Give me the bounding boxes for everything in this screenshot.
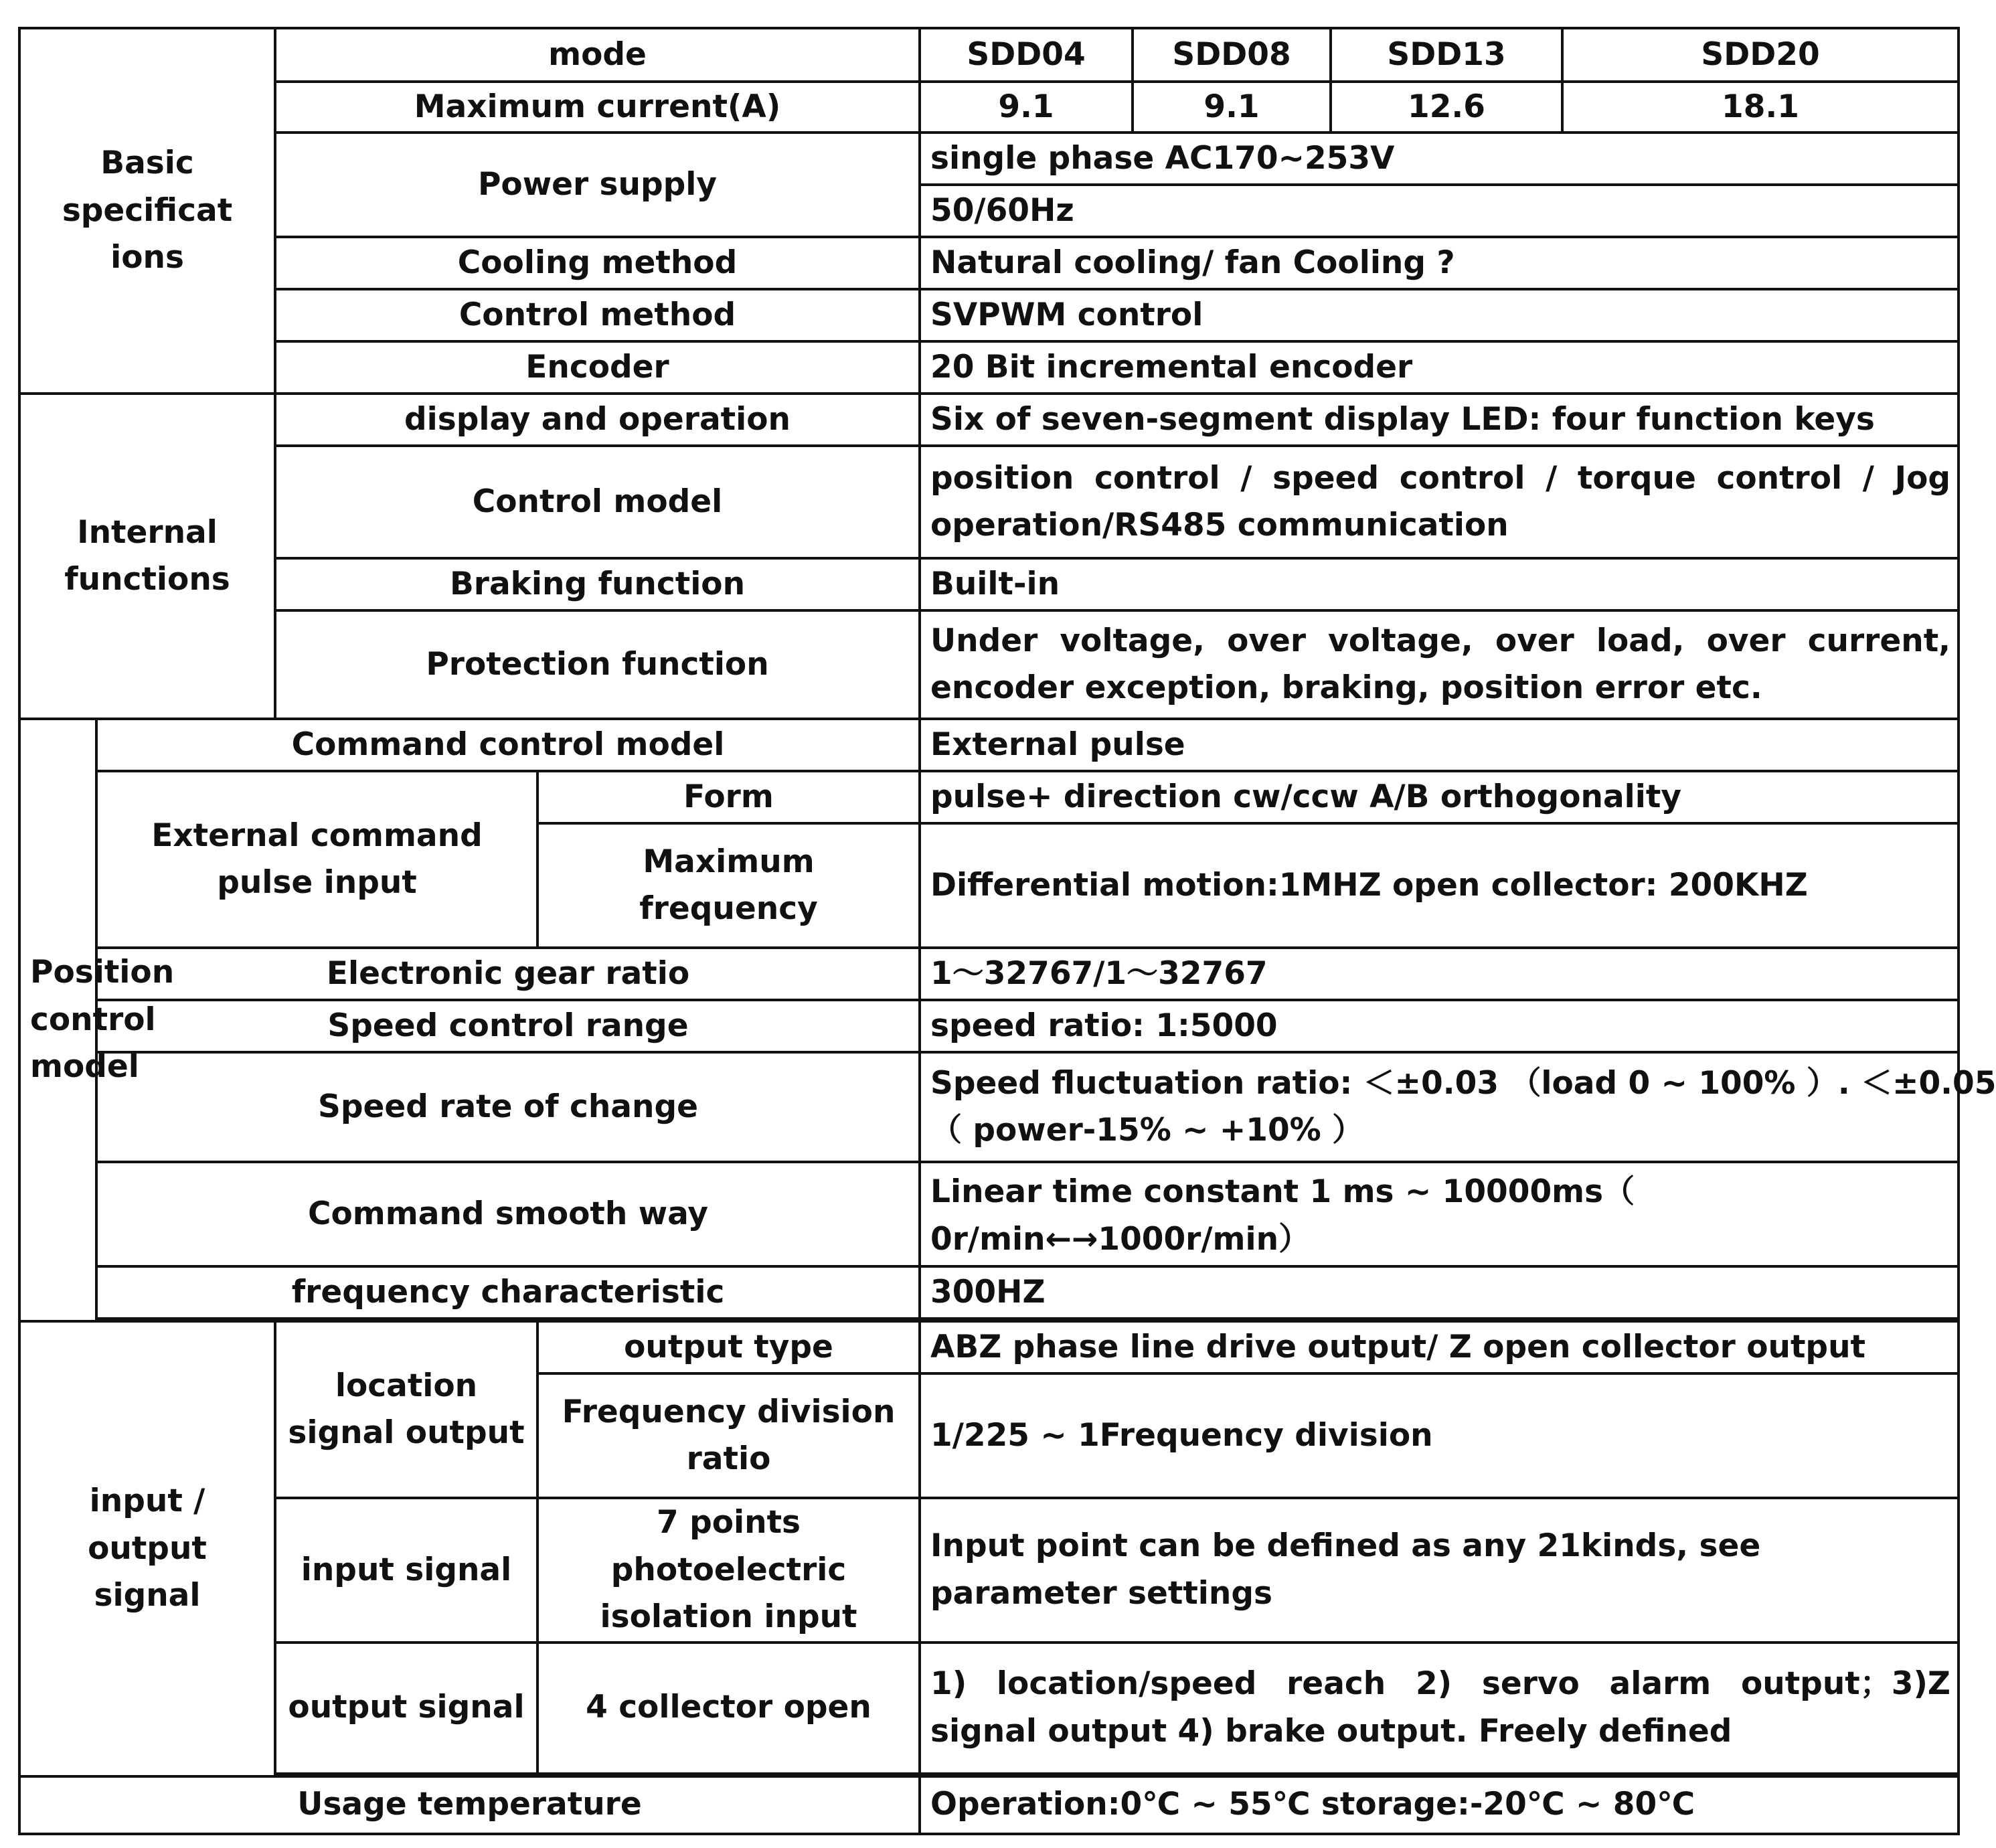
- ext-pulse-label: External command pulse input: [96, 771, 537, 948]
- category-io: input / output signal: [19, 1321, 275, 1776]
- row-input-signal: [19, 1498, 1959, 1643]
- max-frequency-value: Differential motion:1MHZ open collector: 200KHZ: [920, 823, 1959, 948]
- smooth-value: Linear time constant 1 ms ~ 10000ms（ 0r/min←→1000r/min）: [920, 1162, 1959, 1266]
- freq-char-label: frequency characteristic: [96, 1266, 920, 1319]
- encoder-value: 20 Bit incremental encoder: [920, 341, 1959, 394]
- row-output-signal: [19, 1643, 1959, 1774]
- specification-sheet: [18, 27, 1996, 1827]
- row-pulse-form: [19, 771, 1959, 823]
- freq-char-value: 300HZ: [920, 1266, 1959, 1319]
- control-method-value: SVPWM control: [920, 289, 1959, 341]
- gear-ratio-label: Electronic gear ratio: [96, 948, 920, 1000]
- protection-label: Protection function: [275, 610, 920, 719]
- max-current-label: Maximum current(A): [275, 82, 920, 133]
- row-braking: [19, 558, 1959, 610]
- gear-ratio-value: 1～32767/1～32767: [920, 948, 1959, 1000]
- row-cooling: [19, 237, 1959, 289]
- command-model-value: External pulse: [920, 719, 1959, 771]
- model-sdd20: SDD20: [1562, 28, 1959, 82]
- usage-temp-label: Usage temperature: [19, 1776, 920, 1834]
- speed-range-value: speed ratio: 1:5000: [920, 1000, 1959, 1052]
- smooth-label: Command smooth way: [96, 1162, 920, 1266]
- speed-range-label: Speed control range: [96, 1000, 920, 1052]
- output-signal-value: 1) location/speed reach 2) servo alarm output；3)Z signal output 4) brake output. Freely defined: [920, 1643, 1959, 1774]
- usage-temp-value: Operation:0℃ ~ 55℃ storage:-20℃ ~ 80℃: [920, 1776, 1959, 1834]
- speed-change-line2: （ power-15% ~ +10% ）: [930, 1112, 1364, 1149]
- division-value: 1/225 ~ 1Frequency division: [920, 1373, 1959, 1498]
- encoder-label: Encoder: [275, 341, 920, 394]
- control-model-value: position control / speed control / torque control / Jog operation/RS485 communication: [920, 446, 1959, 558]
- braking-label: Braking function: [275, 558, 920, 610]
- input-signal-value: Input point can be defined as any 21kinds, see parameter settings: [920, 1498, 1959, 1643]
- display-value: Six of seven-segment display LED: four function keys: [920, 394, 1959, 446]
- cooling-value: Natural cooling/ fan Cooling ?: [920, 237, 1959, 289]
- row-gear-ratio: [19, 948, 1959, 1000]
- pulse-form-label: Form: [537, 771, 920, 823]
- category-position: Position control model: [19, 719, 96, 1321]
- category-internal: Internal functions: [19, 394, 275, 719]
- row-usage-temp: [19, 1776, 1959, 1834]
- model-sdd13: SDD13: [1331, 28, 1562, 82]
- command-model-label: Command control model: [96, 719, 920, 771]
- max-current-sdd13: 12.6: [1331, 82, 1562, 133]
- input-signal-label: input signal: [275, 1498, 537, 1643]
- output-signal-label: output signal: [275, 1643, 537, 1774]
- display-label: display and operation: [275, 394, 920, 446]
- output-type-label: output type: [537, 1321, 920, 1373]
- row-protection: [19, 610, 1959, 719]
- speed-change-value: [920, 1052, 1996, 1162]
- model-sdd04: SDD04: [920, 28, 1133, 82]
- pulse-form-value: pulse+ direction cw/ccw A/B orthogonality: [920, 771, 1959, 823]
- output-signal-sub: 4 collector open: [537, 1643, 920, 1774]
- row-output-type: [19, 1321, 1959, 1373]
- row-encoder: [19, 341, 1959, 394]
- row-command-model: [19, 719, 1959, 771]
- output-type-value: ABZ phase line drive output/ Z open collector output: [920, 1321, 1959, 1373]
- speed-change-line1: Speed fluctuation ratio: ＜±0.03 （load 0 ~ 100% ）. ＜±0.05: [930, 1064, 1996, 1102]
- power-supply-frequency: 50/60Hz: [920, 185, 1959, 237]
- row-max-current: [19, 82, 1959, 133]
- mode-label: mode: [275, 28, 920, 82]
- category-basic: Basic specificat ions: [19, 28, 275, 394]
- model-sdd08: SDD08: [1133, 28, 1331, 82]
- power-supply-label: Power supply: [275, 133, 920, 237]
- row-speed-change: [19, 1052, 1959, 1162]
- row-display: [19, 394, 1959, 446]
- row-smooth: [19, 1162, 1959, 1266]
- row-control-model: [19, 446, 1959, 558]
- max-current-sdd08: 9.1: [1133, 82, 1331, 133]
- row-freq-char: [19, 1266, 1959, 1319]
- row-control-method: [19, 289, 1959, 341]
- protection-value: Under voltage, over voltage, over load, over current, encoder exception, braking, position error etc.: [920, 610, 1959, 719]
- division-label: Frequency division ratio: [537, 1373, 920, 1498]
- max-current-sdd04: 9.1: [920, 82, 1133, 133]
- max-frequency-label: Maximum frequency: [537, 823, 920, 948]
- cooling-label: Cooling method: [275, 237, 920, 289]
- power-supply-voltage: single phase AC170~253V: [920, 133, 1959, 185]
- control-method-label: Control method: [275, 289, 920, 341]
- input-signal-sub: 7 points photoelectric isolation input: [537, 1498, 920, 1643]
- servo-drive-spec-table: [18, 27, 1996, 1835]
- speed-change-label: Speed rate of change: [96, 1052, 920, 1162]
- location-output-label: location signal output: [275, 1321, 537, 1498]
- braking-value: Built-in: [920, 558, 1959, 610]
- control-model-label: Control model: [275, 446, 920, 558]
- max-current-sdd20: 18.1: [1562, 82, 1959, 133]
- row-power-supply-1: [19, 133, 1959, 185]
- row-speed-range: [19, 1000, 1959, 1052]
- row-mode: [19, 28, 1959, 82]
